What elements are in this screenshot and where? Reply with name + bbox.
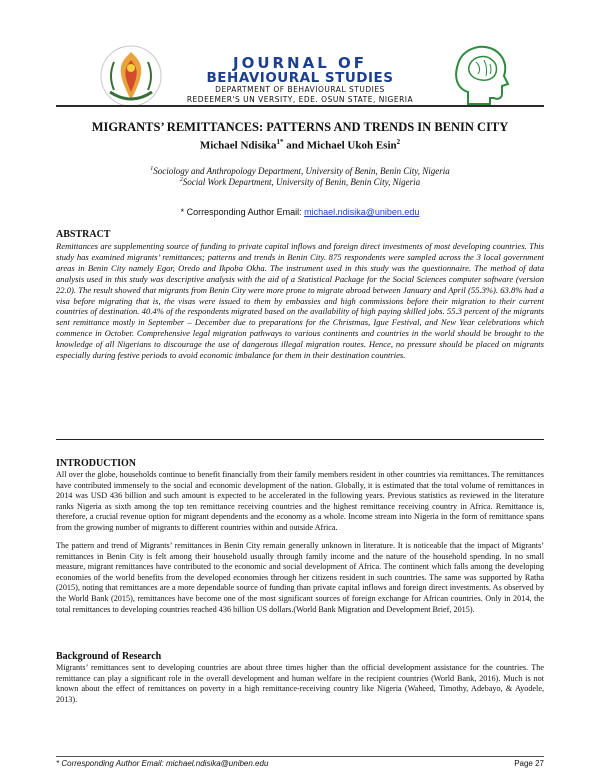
- author-and: and Michael Ukoh Esin: [283, 139, 397, 152]
- article-authors: [30, 138, 570, 152]
- affiliation-1-text: Sociology and Anthropology Department, University of Benin, Benin City, Nigeria: [153, 166, 450, 176]
- corresponding-author: [30, 207, 570, 217]
- journal-title-line1: JOURNAL OF: [232, 54, 367, 72]
- affiliation-1-sup: 1: [150, 166, 154, 172]
- journal-title-line2: BEHAVIOURAL STUDIES: [206, 70, 394, 86]
- article-title: MIGRANTS’ REMITTANCES: PATTERNS AND TRENDS IN BENIN CITY: [91, 120, 509, 134]
- affiliation-2-sup: 2: [179, 177, 183, 183]
- footer-corresponding: * Corresponding Author Email: michael.ndisika@uniben.edu: [56, 759, 269, 768]
- introduction-paragraph-1: All over the globe, households continue to benefit financially from their family members resident in other countries via remittances. The remittances have contributed immensely to the social and economic development of the nation. Globally, it is estimated that the total volume of remittances in 2014 was USD 436 billion and such amount is expected to be accelerated in the following years. Previous statistics as reviewed in the literature ranks Nigeria as sixth among the top ten remittance receiving countries and the highest remittance receiving country in Africa. Remittance is, therefore, a crucial revenue option for migrant dependents and the economy as a whole. Income stream into Nigeria in the form of remittance spans from the growing number of migrants to different countries within and outside Africa.: [56, 470, 544, 532]
- affiliation-2-text: Social Work Department, University of Benin, Benin City, Nigeria: [182, 177, 421, 187]
- page-number: Page 27: [514, 759, 544, 768]
- corresponding-email-link[interactable]: michael.ndisika@uniben.edu: [304, 207, 420, 217]
- affiliation-2: [30, 177, 570, 187]
- author-2-sup: 2: [396, 138, 401, 146]
- introduction-paragraph-2: The pattern and trend of Migrants’ remittances in Benin City remain generally unknown in literature. It is noticeable that the impact of Migrants’ remittances in Benin City is felt among their household usually through family income and the nature of the household spending. In no small measure, migrant remittances have contributed to the economic and social development of Africa. The continent which falls among the developing economies of the world benefits from the developed economies through her citizens resident in such countries. The same was supported by Ratha (2015), noting that remittances are a more dependable source of funding than private capital inflows and foreign direct investments. As observed by the World Bank (2015), remittances have become one of the most significant sources of foreign exchange for African countries. Only in 2014, the total remittances to developing countries reached 436 billion US dollars.(World Bank Migration and Development Brief, 2015).: [56, 541, 544, 614]
- footer-divider: [56, 756, 544, 757]
- author-1: Michael Ndisika: [199, 139, 277, 152]
- header-divider: [56, 105, 544, 107]
- abstract-text: Remittances are supplementing source of funding to private capital inflows and foreign direct investments of most developing countries. This study has examined migrants’ remittances; patterns and trends in Benin City. 875 respondents were sampled across the 3 local government areas in Benin City namely Egor, Oredo and Ikpoba Okha. The instrument used in this study was the questionnaire. The method of data analysis used in this study was descriptive analysis with the aid of a Statistical Package for the Social Sciences computer software (version 22.0). The result showed that migrants from Benin City were more prone to migrate abroad between January and April (55.3%). 63.8% had a visa before migrating that is, the visas were issued to them by embassies and high commissions before their migration to their current countries of destination. 40.4% of the respondents migrated based on the availability of high paying skilled jobs. 55.3 percent of the migrants sent remittance mostly in September – December due to preparations for the Christmas, Igue Festival, and New Year celebrations which commence in October. Comprehensive legal migration pathways to various continents and countries in the world should be brought to the knowledge of all Nigerians to discourage the use of dangerous illegal migration routes. Hence, no pressure should be placed on migrants especially during festive periods to avoid economic imbalance for them in their destination countries.: [56, 241, 544, 361]
- journal-university: REDEEMER'S UN VERSITY, EDE. OSUN STATE, NIGERIA: [186, 95, 414, 104]
- journal-department: DEPARTMENT OF BEHAVIOURAL STUDIES: [215, 85, 385, 94]
- abstract-heading: ABSTRACT: [56, 229, 111, 240]
- abstract-divider: [56, 439, 544, 440]
- affiliation-1: [30, 166, 570, 176]
- corresponding-label: * Corresponding Author Email:: [180, 207, 305, 217]
- author-1-sup: 1*: [276, 138, 284, 146]
- background-heading: Background of Research: [56, 651, 162, 662]
- background-paragraph-1: Migrants’ remittances sent to developing countries are about three times higher than the official development assistance for the countries. The remittance can play a significant role in the overall development and human welfare in the recipient countries (World Bank, 2016). Much is not known about the effect of remittances on poverty in a high remittance-receiving country like Nigeria (Waheed, Timothy, Adebayo, & Ayodele, 2013).: [56, 663, 544, 704]
- introduction-heading: INTRODUCTION: [56, 458, 137, 469]
